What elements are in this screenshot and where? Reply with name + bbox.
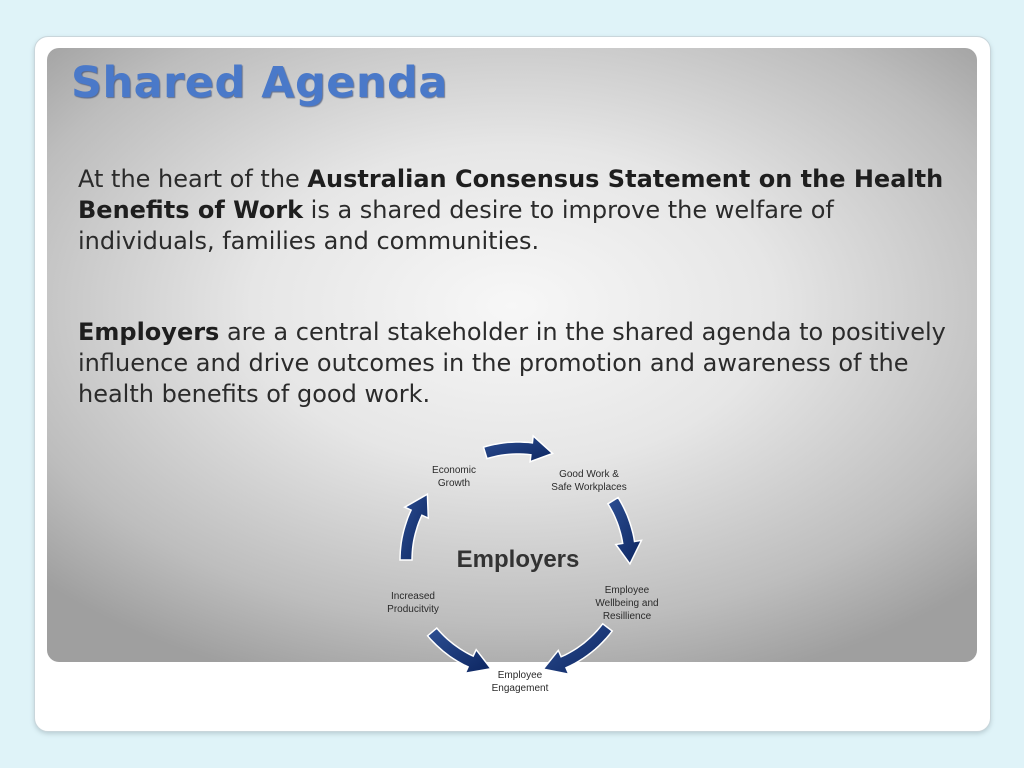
employers-text-after: are a central stakeholder in the shared agenda to positively influence and drive outcomes in the promotion and awareness of the health benefits of good work. (78, 318, 946, 408)
arrow-productivity-to-growth (400, 494, 428, 560)
node-increased-productivity (387, 591, 439, 615)
node-label-line: Safe Workplaces (551, 482, 627, 493)
intro-text-after: is a shared desire to improve the welfare of individuals, families and communities. (78, 196, 834, 255)
node-employee-engagement (492, 670, 549, 694)
node-good-work (551, 469, 626, 493)
node-label-line: Engagement (491, 683, 549, 694)
node-employee-wellbeing (595, 585, 658, 622)
node-label-line: Employee (604, 585, 650, 596)
employers-bold: Employers (78, 318, 220, 346)
center-label-employers: Employers (456, 546, 580, 573)
arrow-goodwork-to-wellbeing (608, 498, 642, 564)
node-label-line: Resillience (602, 611, 652, 622)
slide-title: Shared Agenda (71, 58, 448, 108)
node-label-line: Increased (391, 591, 435, 602)
arrow-wellbeing-to-engagement (543, 624, 612, 674)
arrow-engagement-to-productivity (428, 628, 491, 673)
node-label-line: Good Work & (559, 469, 619, 480)
node-label-line: Growth (437, 478, 471, 489)
node-label-line: Economic (432, 465, 476, 476)
consensus-statement-name: Australian Consensus Statement on the Health Benefits of Work (78, 165, 944, 224)
intro-text-before: At the heart of the (78, 165, 308, 193)
arrow-growth-to-goodwork (484, 436, 553, 462)
node-label-line: Employee (497, 670, 543, 681)
node-label-line: Wellbeing and (595, 598, 659, 609)
node-economic-growth (432, 465, 476, 489)
node-label-line: Producitvity (387, 604, 439, 615)
